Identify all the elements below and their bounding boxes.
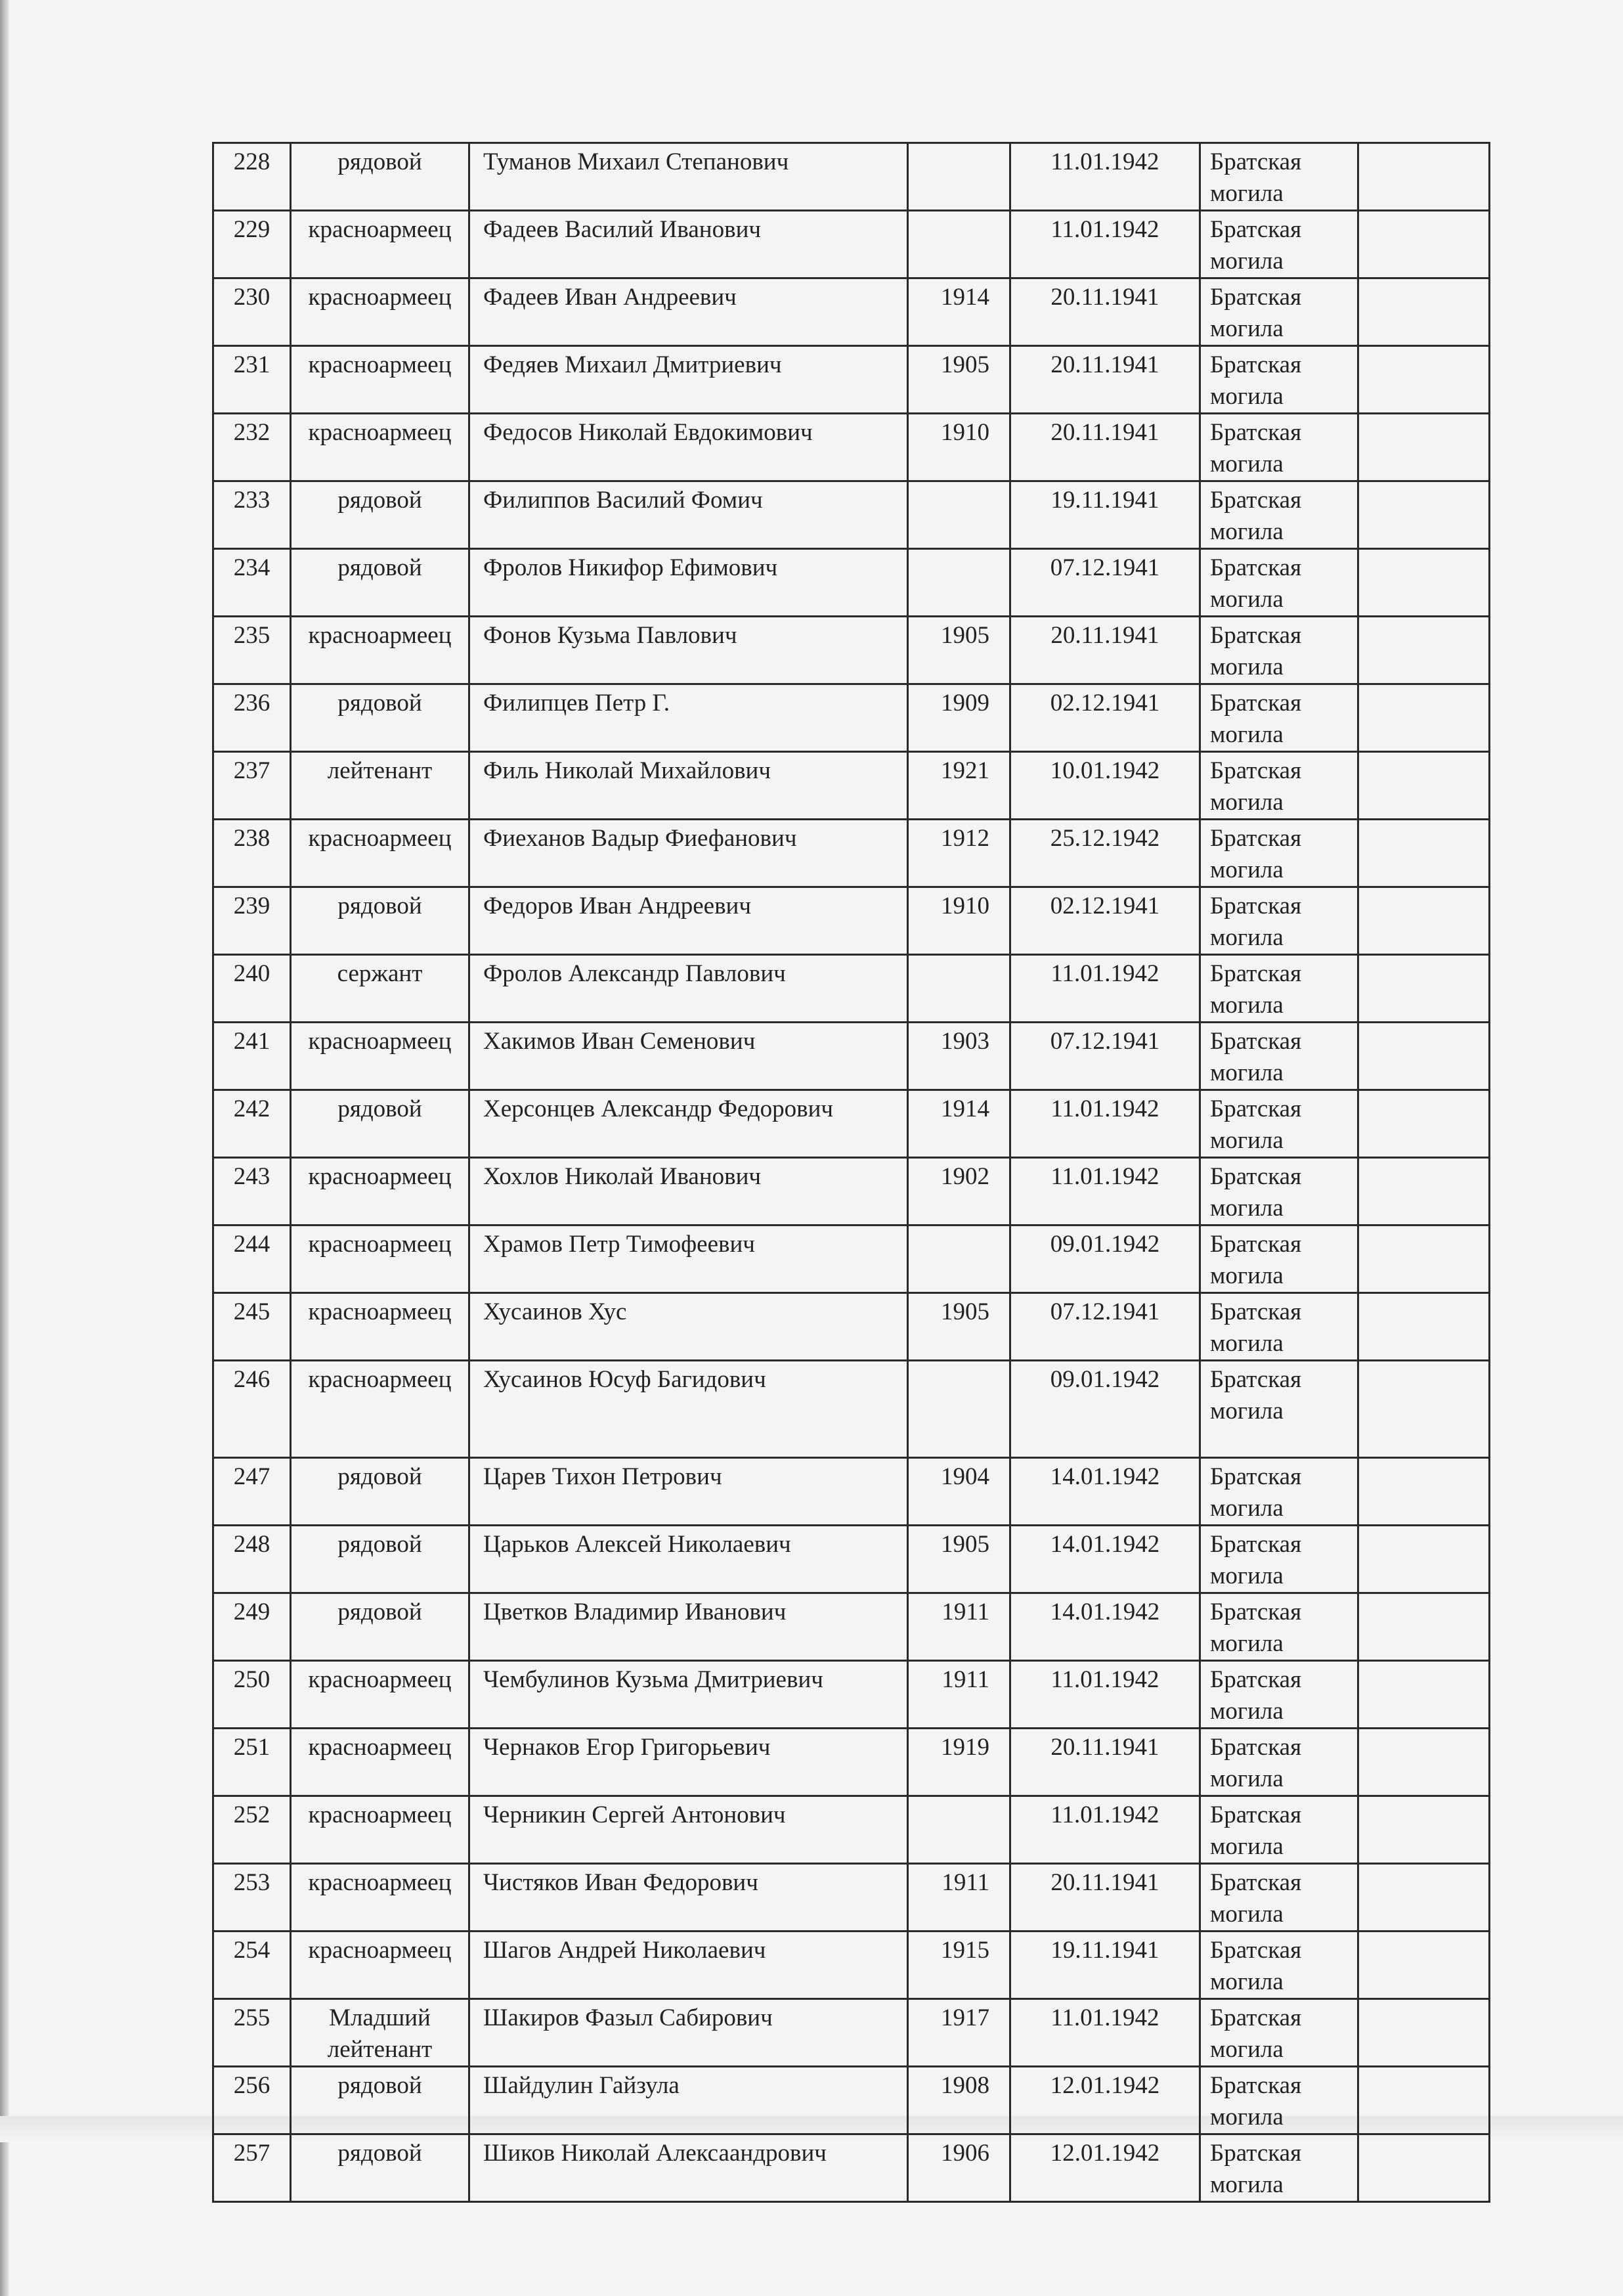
- cell-date: 09.01.1942: [1010, 1225, 1200, 1293]
- cell-burial: Братская могила: [1200, 1796, 1358, 1864]
- cell-name: Хакимов Иван Семенович: [469, 1023, 908, 1090]
- cell-date: 09.01.1942: [1010, 1361, 1200, 1458]
- cell-rank: красноармеец: [291, 1225, 469, 1293]
- cell-year: 1903: [908, 1023, 1010, 1090]
- cell-date: 11.01.1942: [1010, 143, 1200, 211]
- cell-note: [1358, 346, 1490, 414]
- cell-date: 25.12.1942: [1010, 820, 1200, 887]
- cell-year: 1905: [908, 1526, 1010, 1593]
- cell-rank: красноармеец: [291, 1023, 469, 1090]
- cell-note: [1358, 211, 1490, 278]
- cell-year: [908, 549, 1010, 617]
- cell-name: Шайдулин Гайзула: [469, 2067, 908, 2134]
- cell-burial: Братская могила: [1200, 1999, 1358, 2067]
- cell-rank: красноармеец: [291, 211, 469, 278]
- cell-rank: рядовой: [291, 684, 469, 752]
- cell-num: 229: [213, 211, 291, 278]
- cell-name: Фролов Александр Павлович: [469, 955, 908, 1023]
- cell-num: 257: [213, 2134, 291, 2202]
- cell-name: Федяев Михаил Дмитриевич: [469, 346, 908, 414]
- cell-name: Федоров Иван Андреевич: [469, 887, 908, 955]
- cell-num: 235: [213, 617, 291, 684]
- cell-rank: красноармеец: [291, 278, 469, 346]
- cell-year: 1911: [908, 1661, 1010, 1729]
- cell-name: Федосов Николай Евдокимович: [469, 414, 908, 481]
- cell-year: 1914: [908, 278, 1010, 346]
- cell-burial: Братская могила: [1200, 278, 1358, 346]
- cell-year: [908, 211, 1010, 278]
- cell-year: [908, 1796, 1010, 1864]
- cell-note: [1358, 1090, 1490, 1158]
- cell-burial: Братская могила: [1200, 752, 1358, 820]
- cell-year: 1915: [908, 1932, 1010, 1999]
- cell-year: 1904: [908, 1458, 1010, 1526]
- cell-date: 19.11.1941: [1010, 1932, 1200, 1999]
- cell-date: 02.12.1941: [1010, 684, 1200, 752]
- table-row: [213, 549, 1490, 617]
- cell-date: 14.01.1942: [1010, 1593, 1200, 1661]
- cell-rank: красноармеец: [291, 1361, 469, 1458]
- cell-name: Херсонцев Александр Федорович: [469, 1090, 908, 1158]
- table-row: [213, 752, 1490, 820]
- cell-name: Филь Николай Михайлович: [469, 752, 908, 820]
- cell-note: [1358, 1729, 1490, 1796]
- cell-num: 230: [213, 278, 291, 346]
- table-row: [213, 2067, 1490, 2134]
- cell-name: Фадеев Василий Иванович: [469, 211, 908, 278]
- cell-name: Чернаков Егор Григорьевич: [469, 1729, 908, 1796]
- cell-rank: рядовой: [291, 1526, 469, 1593]
- cell-rank: красноармеец: [291, 346, 469, 414]
- table-row: [213, 1796, 1490, 1864]
- cell-date: 20.11.1941: [1010, 278, 1200, 346]
- cell-rank: красноармеец: [291, 1932, 469, 1999]
- cell-rank: красноармеец: [291, 1796, 469, 1864]
- cell-burial: Братская могила: [1200, 1661, 1358, 1729]
- cell-burial: Братская могила: [1200, 955, 1358, 1023]
- cell-note: [1358, 1158, 1490, 1225]
- cell-num: 237: [213, 752, 291, 820]
- cell-date: 19.11.1941: [1010, 481, 1200, 549]
- cell-rank: сержант: [291, 955, 469, 1023]
- cell-burial: Братская могила: [1200, 2067, 1358, 2134]
- cell-note: [1358, 1796, 1490, 1864]
- cell-rank: Младший лейтенант: [291, 1999, 469, 2067]
- cell-name: Филиппов Василий Фомич: [469, 481, 908, 549]
- cell-date: 20.11.1941: [1010, 1864, 1200, 1932]
- cell-note: [1358, 887, 1490, 955]
- cell-burial: Братская могила: [1200, 1361, 1358, 1458]
- table-row: [213, 211, 1490, 278]
- cell-year: 1905: [908, 346, 1010, 414]
- cell-num: 256: [213, 2067, 291, 2134]
- cell-date: 20.11.1941: [1010, 414, 1200, 481]
- cell-burial: Братская могила: [1200, 1458, 1358, 1526]
- cell-name: Фадеев Иван Андреевич: [469, 278, 908, 346]
- cell-name: Шакиров Фазыл Сабирович: [469, 1999, 908, 2067]
- cell-note: [1358, 1526, 1490, 1593]
- cell-note: [1358, 752, 1490, 820]
- cell-name: Фролов Никифор Ефимович: [469, 549, 908, 617]
- table-row: [213, 2134, 1490, 2202]
- table-row: [213, 1090, 1490, 1158]
- table-row: [213, 955, 1490, 1023]
- cell-note: [1358, 2067, 1490, 2134]
- cell-note: [1358, 1661, 1490, 1729]
- cell-year: [908, 1225, 1010, 1293]
- cell-year: 1908: [908, 2067, 1010, 2134]
- cell-burial: Братская могила: [1200, 1864, 1358, 1932]
- cell-year: 1902: [908, 1158, 1010, 1225]
- table-row: [213, 1458, 1490, 1526]
- cell-date: 07.12.1941: [1010, 549, 1200, 617]
- cell-note: [1358, 684, 1490, 752]
- table-row: [213, 1729, 1490, 1796]
- table-row: [213, 820, 1490, 887]
- cell-note: [1358, 481, 1490, 549]
- cell-rank: красноармеец: [291, 1864, 469, 1932]
- cell-rank: красноармеец: [291, 414, 469, 481]
- cell-name: Храмов Петр Тимофеевич: [469, 1225, 908, 1293]
- cell-num: 254: [213, 1932, 291, 1999]
- cell-date: 12.01.1942: [1010, 2067, 1200, 2134]
- cell-note: [1358, 143, 1490, 211]
- table-row: [213, 481, 1490, 549]
- cell-burial: Братская могила: [1200, 1293, 1358, 1361]
- burial-list-table: [212, 142, 1490, 2203]
- cell-year: 1905: [908, 617, 1010, 684]
- cell-date: 11.01.1942: [1010, 955, 1200, 1023]
- cell-note: [1358, 549, 1490, 617]
- cell-burial: Братская могила: [1200, 617, 1358, 684]
- cell-note: [1358, 1593, 1490, 1661]
- cell-name: Чембулинов Кузьма Дмитриевич: [469, 1661, 908, 1729]
- cell-note: [1358, 1023, 1490, 1090]
- cell-num: 241: [213, 1023, 291, 1090]
- cell-num: 240: [213, 955, 291, 1023]
- cell-year: 1906: [908, 2134, 1010, 2202]
- cell-note: [1358, 1999, 1490, 2067]
- table-row: [213, 414, 1490, 481]
- cell-num: 252: [213, 1796, 291, 1864]
- cell-date: 14.01.1942: [1010, 1458, 1200, 1526]
- cell-burial: Братская могила: [1200, 1729, 1358, 1796]
- cell-note: [1358, 1361, 1490, 1458]
- cell-num: 253: [213, 1864, 291, 1932]
- cell-num: 249: [213, 1593, 291, 1661]
- cell-rank: красноармеец: [291, 1729, 469, 1796]
- table-row: [213, 278, 1490, 346]
- table-row: [213, 1225, 1490, 1293]
- cell-rank: красноармеец: [291, 1158, 469, 1225]
- cell-date: 14.01.1942: [1010, 1526, 1200, 1593]
- cell-year: [908, 143, 1010, 211]
- cell-date: 20.11.1941: [1010, 346, 1200, 414]
- cell-burial: Братская могила: [1200, 211, 1358, 278]
- cell-rank: красноармеец: [291, 1661, 469, 1729]
- cell-year: 1921: [908, 752, 1010, 820]
- cell-num: 231: [213, 346, 291, 414]
- cell-burial: Братская могила: [1200, 684, 1358, 752]
- cell-num: 251: [213, 1729, 291, 1796]
- cell-burial: Братская могила: [1200, 1526, 1358, 1593]
- cell-burial: Братская могила: [1200, 1593, 1358, 1661]
- cell-rank: рядовой: [291, 1593, 469, 1661]
- cell-num: 246: [213, 1361, 291, 1458]
- cell-date: 10.01.1942: [1010, 752, 1200, 820]
- cell-year: 1917: [908, 1999, 1010, 2067]
- cell-num: 228: [213, 143, 291, 211]
- table-row: [213, 346, 1490, 414]
- cell-rank: лейтенант: [291, 752, 469, 820]
- cell-burial: Братская могила: [1200, 1090, 1358, 1158]
- cell-date: 12.01.1942: [1010, 2134, 1200, 2202]
- table-row: [213, 1593, 1490, 1661]
- cell-name: Шиков Николай Алексаандрович: [469, 2134, 908, 2202]
- cell-num: 255: [213, 1999, 291, 2067]
- cell-note: [1358, 1458, 1490, 1526]
- cell-num: 236: [213, 684, 291, 752]
- cell-rank: рядовой: [291, 1090, 469, 1158]
- cell-note: [1358, 617, 1490, 684]
- table-row: [213, 1999, 1490, 2067]
- cell-date: 11.01.1942: [1010, 1158, 1200, 1225]
- cell-year: [908, 1361, 1010, 1458]
- cell-burial: Братская могила: [1200, 549, 1358, 617]
- cell-date: 11.01.1942: [1010, 1090, 1200, 1158]
- cell-year: 1911: [908, 1593, 1010, 1661]
- cell-burial: Братская могила: [1200, 346, 1358, 414]
- cell-name: Чистяков Иван Федорович: [469, 1864, 908, 1932]
- cell-note: [1358, 955, 1490, 1023]
- cell-num: 244: [213, 1225, 291, 1293]
- table-row: [213, 684, 1490, 752]
- cell-rank: рядовой: [291, 481, 469, 549]
- cell-name: Шагов Андрей Николаевич: [469, 1932, 908, 1999]
- cell-num: 234: [213, 549, 291, 617]
- cell-date: 11.01.1942: [1010, 211, 1200, 278]
- cell-burial: Братская могила: [1200, 887, 1358, 955]
- table-row: [213, 1864, 1490, 1932]
- cell-note: [1358, 278, 1490, 346]
- cell-note: [1358, 820, 1490, 887]
- cell-year: [908, 955, 1010, 1023]
- cell-note: [1358, 414, 1490, 481]
- cell-date: 20.11.1941: [1010, 617, 1200, 684]
- cell-name: Хусаинов Хус: [469, 1293, 908, 1361]
- cell-date: 02.12.1941: [1010, 887, 1200, 955]
- cell-date: 11.01.1942: [1010, 1661, 1200, 1729]
- cell-burial: Братская могила: [1200, 143, 1358, 211]
- cell-rank: рядовой: [291, 549, 469, 617]
- cell-num: 233: [213, 481, 291, 549]
- cell-date: 07.12.1941: [1010, 1023, 1200, 1090]
- cell-num: 239: [213, 887, 291, 955]
- cell-date: 20.11.1941: [1010, 1729, 1200, 1796]
- cell-num: 242: [213, 1090, 291, 1158]
- cell-burial: Братская могила: [1200, 414, 1358, 481]
- cell-name: Фиеханов Вадыр Фиефанович: [469, 820, 908, 887]
- cell-year: [908, 481, 1010, 549]
- table-row: [213, 1526, 1490, 1593]
- cell-date: 07.12.1941: [1010, 1293, 1200, 1361]
- cell-name: Фонов Кузьма Павлович: [469, 617, 908, 684]
- cell-num: 250: [213, 1661, 291, 1729]
- cell-rank: красноармеец: [291, 1293, 469, 1361]
- cell-num: 232: [213, 414, 291, 481]
- table-row: [213, 1932, 1490, 1999]
- cell-date: 11.01.1942: [1010, 1999, 1200, 2067]
- cell-name: Цветков Владимир Иванович: [469, 1593, 908, 1661]
- table-row: [213, 1361, 1490, 1458]
- table-row: [213, 1023, 1490, 1090]
- table-row: [213, 1661, 1490, 1729]
- cell-num: 248: [213, 1526, 291, 1593]
- cell-name: Черникин Сергей Антонович: [469, 1796, 908, 1864]
- cell-burial: Братская могила: [1200, 1932, 1358, 1999]
- cell-rank: рядовой: [291, 2134, 469, 2202]
- cell-year: 1911: [908, 1864, 1010, 1932]
- cell-num: 238: [213, 820, 291, 887]
- table-row: [213, 1158, 1490, 1225]
- cell-rank: красноармеец: [291, 820, 469, 887]
- cell-note: [1358, 1864, 1490, 1932]
- cell-burial: Братская могила: [1200, 1225, 1358, 1293]
- cell-date: 11.01.1942: [1010, 1796, 1200, 1864]
- cell-num: 243: [213, 1158, 291, 1225]
- cell-num: 247: [213, 1458, 291, 1526]
- cell-name: Царев Тихон Петрович: [469, 1458, 908, 1526]
- table-row: [213, 143, 1490, 211]
- table-row: [213, 617, 1490, 684]
- cell-burial: Братская могила: [1200, 481, 1358, 549]
- cell-note: [1358, 1293, 1490, 1361]
- cell-year: 1919: [908, 1729, 1010, 1796]
- cell-burial: Братская могила: [1200, 2134, 1358, 2202]
- cell-rank: красноармеец: [291, 617, 469, 684]
- cell-note: [1358, 1225, 1490, 1293]
- cell-year: 1910: [908, 414, 1010, 481]
- cell-name: Филипцев Петр Г.: [469, 684, 908, 752]
- cell-year: 1910: [908, 887, 1010, 955]
- cell-note: [1358, 2134, 1490, 2202]
- table-row: [213, 1293, 1490, 1361]
- table-row: [213, 887, 1490, 955]
- cell-year: 1909: [908, 684, 1010, 752]
- cell-name: Царьков Алексей Николаевич: [469, 1526, 908, 1593]
- cell-burial: Братская могила: [1200, 1158, 1358, 1225]
- cell-burial: Братская могила: [1200, 820, 1358, 887]
- cell-rank: рядовой: [291, 887, 469, 955]
- cell-year: 1912: [908, 820, 1010, 887]
- cell-num: 245: [213, 1293, 291, 1361]
- scan-edge-shadow: [0, 0, 9, 2296]
- cell-name: Хусаинов Юсуф Багидович: [469, 1361, 908, 1458]
- cell-rank: рядовой: [291, 1458, 469, 1526]
- cell-year: 1914: [908, 1090, 1010, 1158]
- cell-note: [1358, 1932, 1490, 1999]
- cell-rank: рядовой: [291, 143, 469, 211]
- cell-burial: Братская могила: [1200, 1023, 1358, 1090]
- cell-rank: рядовой: [291, 2067, 469, 2134]
- cell-year: 1905: [908, 1293, 1010, 1361]
- cell-name: Туманов Михаил Степанович: [469, 143, 908, 211]
- cell-name: Хохлов Николай Иванович: [469, 1158, 908, 1225]
